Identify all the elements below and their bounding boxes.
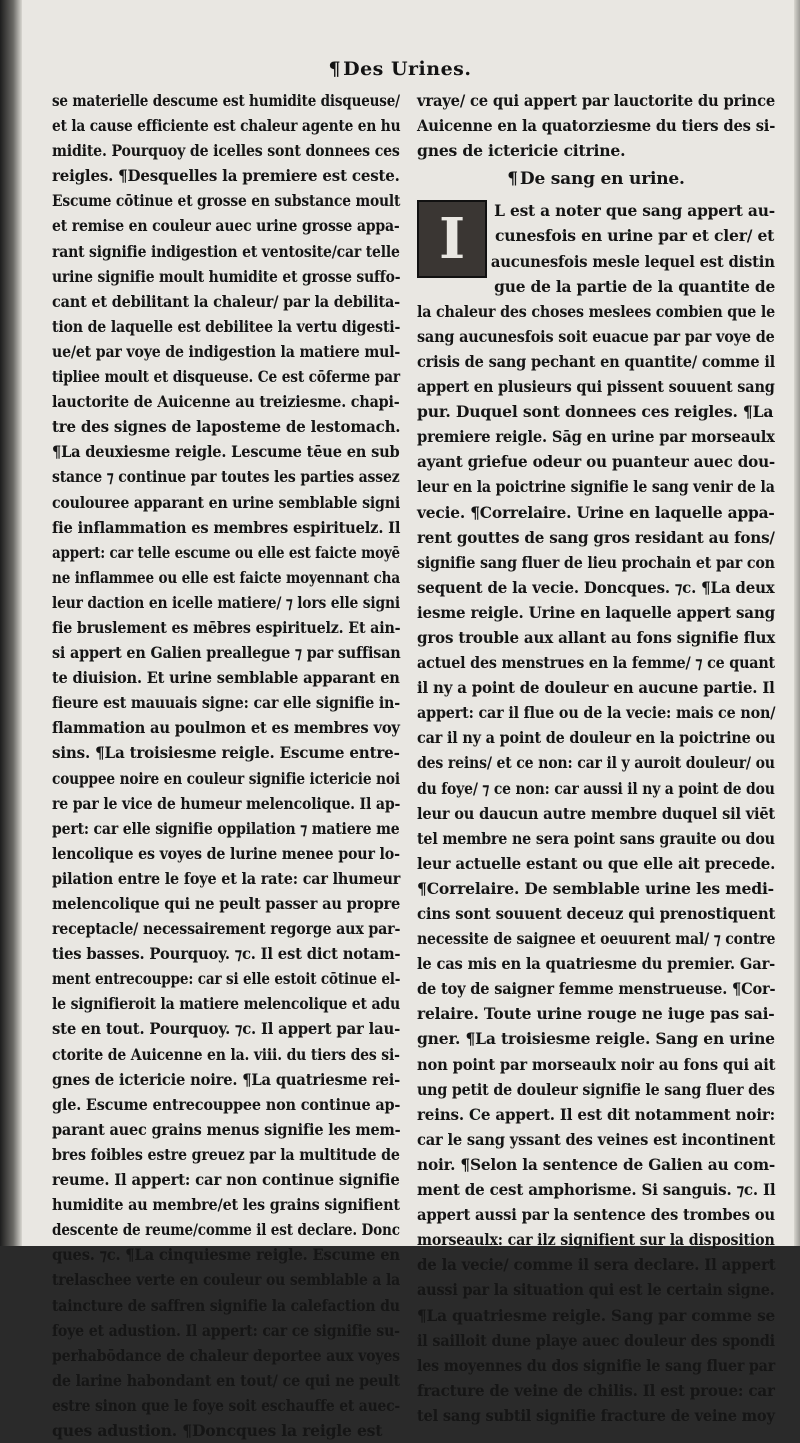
text-line: appert: car il flue ou de la vecie: mais ce non/: [417, 703, 776, 723]
text-line: re par le vice de humeur melencolique. Il ap-: [52, 793, 401, 813]
text-line: il ny a point de douleur en aucune partie. Il: [417, 678, 775, 698]
text-line: sequent de la vecie. Doncques. ⁊c. ¶La deux: [417, 577, 775, 597]
text-line: Escume cōtinue et grosse en substance moult: [52, 191, 401, 211]
text-line: receptacle/ necessairement regorge aux par-: [52, 919, 401, 939]
text-line: foye et adustion. Il appert: car ce signifie su-: [52, 1320, 400, 1340]
book-spine-shadow: [0, 0, 22, 1246]
text-line: non point par morseaulx noir au fons qui ait: [417, 1054, 776, 1074]
text-line: leur ou daucun autre membre duquel sil viēt: [417, 803, 775, 823]
text-line: gle. Escume entrecouppee non continue ap-: [52, 1094, 401, 1114]
text-line: crisis de sang pechant en quantite/ comme il: [417, 351, 776, 371]
text-line: ment de cest amphorisme. Si sanguis. ⁊c. Il: [417, 1180, 776, 1200]
text-line: cins sont souuent deceuz qui prenostiquent: [417, 904, 776, 923]
text-line: tel membre ne sera point sans grauite ou dou: [417, 828, 775, 848]
text-line: gnes de ictericie citrine.: [417, 141, 626, 161]
text-line: le cas mis en la quatriesme du premier. Gar-: [417, 954, 776, 974]
text-line: ¶La quatriesme reigle. Sang par comme se: [417, 1305, 776, 1325]
page-edge: [794, 0, 800, 1246]
text-line: de larine habondant en tout/ ce qui ne peult: [52, 1370, 400, 1390]
text-line: ctorite de Auicenne en la. viii. du tiers des si-: [52, 1044, 400, 1064]
text-line: sang aucunesfois soit euacue par par voye de: [417, 326, 775, 346]
pilcrow-icon: ¶: [328, 58, 342, 80]
text-line: si appert en Galien preallegue ⁊ par suffisan: [52, 643, 401, 663]
text-line: L est a noter que sang appert au-: [494, 201, 775, 221]
text-line: de toy de saigner femme menstrueuse. ¶Cor-: [417, 979, 776, 999]
text-line: ¶La deuxiesme reigle. Lescume tēue en sub: [52, 442, 400, 462]
text-line: stance ⁊ continue par toutes les parties assez: [52, 467, 400, 487]
text-line: fie inflammation es membres espirituelz. Il: [52, 517, 401, 537]
text-line: appert en plusieurs qui pissent souuent sang: [417, 377, 775, 397]
text-line: les moyennes du dos signifie le sang fluer par: [417, 1355, 776, 1375]
section-heading: [417, 167, 775, 192]
initial-block: [417, 198, 775, 298]
text-line: il sailloit dune playe auec douleur des spondi: [417, 1330, 775, 1350]
text-line: sins. ¶La troisiesme reigle. Escume entre-: [52, 743, 400, 763]
text-line: melencolique qui ne peult passer au propre: [52, 894, 401, 913]
text-line: leur daction en icelle matiere/ ⁊ lors elle signi: [52, 592, 400, 612]
text-line: rant signifie indigestion et ventosite/car telle: [52, 241, 400, 261]
text-line: ayant griefue odeur ou puanteur auec dou-: [417, 452, 776, 472]
text-line: ue/et par voye de indigestion la matiere mul-: [52, 341, 401, 361]
text-line: tion de laquelle est debilitee la vertu digesti-: [52, 316, 401, 336]
text-line: gros trouble aux allant au fons signifie flux: [417, 627, 776, 647]
text-line: fie bruslement es mēbres espirituelz. Et ain-: [52, 617, 401, 637]
text-line: cunesfois en urine par et cler/ et: [495, 226, 775, 246]
text-line: aucunesfois mesle lequel est distin: [490, 251, 775, 271]
right-column: [417, 88, 775, 1428]
text-line: gnes de ictericie noire. ¶La quatriesme rei-: [52, 1069, 401, 1089]
text-line: gner. ¶La troisiesme reigle. Sang en urine: [417, 1029, 775, 1049]
text-line: vraye/ ce qui appert par lauctorite du prince: [417, 91, 776, 110]
text-line: fieure est mauuais signe: car elle signifie in-: [52, 693, 400, 713]
text-line: rent gouttes de sang gros residant au fons/: [417, 527, 775, 547]
text-line: actuel des menstrues en la femme/ ⁊ ce quant: [417, 653, 775, 673]
decorated-initial: I: [417, 200, 487, 278]
text-line: ment entrecouppe: car si elle estoit cōtinue el-: [52, 969, 401, 989]
text-line: pur. Duquel sont donnees ces reigles. ¶La: [417, 402, 774, 422]
text-line: midite. Pourquoy de icelles sont donnees ces: [52, 141, 400, 161]
text-line: se materielle descume est humidite disqueuse/: [52, 91, 400, 110]
text-line: leur actuelle estant ou que elle ait precede.: [417, 853, 776, 873]
text-line: humidite au membre/et les grains signifient: [52, 1195, 400, 1215]
text-line: lencolique es voyes de lurine menee pour lo-: [52, 843, 400, 863]
text-line: des reins/ et ce non: car il y auroit douleur/ ou: [417, 753, 775, 773]
text-line: premiere reigle. Sāg en urine par morseaulx: [417, 427, 775, 447]
text-line: parant auec grains menus signifie les mem-: [52, 1119, 401, 1139]
text-line: tre des signes de laposteme de lestomach.: [52, 417, 401, 437]
text-line: taincture de saffren signifie la calefaction du: [52, 1295, 400, 1315]
text-line: appert aussi par la sentence des trombes ou: [417, 1205, 775, 1225]
text-line: gue de la partie de la quantite de: [494, 276, 776, 296]
right-column-body: [417, 299, 775, 1428]
text-line: et la cause efficiente est chaleur agente en hu: [52, 116, 401, 136]
text-line: tel sang subtil signifie fracture de veine moy: [417, 1405, 775, 1425]
text-line: cant et debilitant la chaleur/ par la debilita-: [52, 291, 401, 311]
text-line: descente de reume/comme il est declare. Donc: [52, 1220, 400, 1240]
text-line: ques. ⁊c. ¶La cinquiesme reigle. Escume en: [52, 1245, 400, 1265]
text-line: appert: car telle escume ou elle est faicte moyē: [52, 542, 400, 562]
left-column: [52, 88, 400, 1443]
text-line: estre sinon que le foye soit eschauffe et auec-: [52, 1395, 401, 1415]
text-line: ste en tout. Pourquoy. ⁊c. Il appert par lau-: [52, 1019, 401, 1039]
text-line: ties basses. Pourquoy. ⁊c. Il est dict notam-: [52, 944, 401, 964]
text-line: car il ny a point de douleur en la poictrine ou: [417, 728, 776, 748]
text-line: la chaleur des choses meslees combien que le: [417, 301, 776, 321]
text-line: ung petit de douleur signifie le sang fluer des: [417, 1079, 775, 1099]
running-head-text: Des Urines.: [343, 58, 472, 80]
text-line: relaire. Toute urine rouge ne iuge pas sai-: [417, 1004, 775, 1024]
text-line: flammation au poulmon et es membres voy: [52, 718, 400, 738]
text-line: reins. Ce appert. Il est dit notamment noir:: [417, 1104, 776, 1124]
pilcrow-icon: ¶: [507, 169, 518, 190]
text-line: ¶Correlaire. De semblable urine les medi-: [417, 878, 774, 898]
text-line: lauctorite de Auicenne au treiziesme. chapi-: [52, 392, 400, 412]
text-line: de la vecie/ comme il sera declare. Il appert: [417, 1255, 776, 1275]
text-line: perhabōdance de chaleur deportee aux voyes: [52, 1345, 400, 1365]
text-line: ques adustion. ¶Doncques la reigle est: [52, 1420, 383, 1440]
initial-lines: [417, 198, 775, 298]
text-line: pilation entre le foye et la rate: car lhumeur: [52, 868, 401, 888]
text-line: coulouree apparant en urine semblable signi: [52, 492, 401, 512]
right-column-top: [417, 88, 775, 163]
text-line: signifie sang fluer de lieu prochain et par con: [417, 552, 775, 572]
text-line: aussi par la situation qui est le certain signe.: [417, 1280, 775, 1300]
text-line: Auicenne en la quatorziesme du tiers des si-: [417, 116, 776, 136]
text-line: morseaulx: car ilz signifient sur la disposition: [417, 1230, 775, 1250]
text-line: ne inflammee ou elle est faicte moyennant cha: [52, 567, 400, 587]
text-line: urine signifie moult humidite et grosse suffo-: [52, 266, 401, 286]
text-line: vecie. ¶Correlaire. Urine en laquelle appa-: [417, 502, 775, 522]
text-line: necessite de saignee et oeuurent mal/ ⁊ contre: [417, 929, 776, 949]
text-line: te diuision. Et urine semblable apparant en: [52, 668, 400, 688]
text-line: fracture de veine de chilis. Il est proue: car: [417, 1380, 775, 1400]
text-line: tipliee moult et disqueuse. Ce est cōferme par: [52, 367, 400, 387]
text-line: du foye/ ⁊ ce non: car aussi il ny a point de dou: [417, 778, 775, 798]
text-line: reigles. ¶Desquelles la premiere est ceste.: [52, 166, 400, 186]
text-line: iesme reigle. Urine en laquelle appert sang: [417, 602, 776, 622]
text-line: le signifieroit la matiere melencolique et adu: [52, 994, 401, 1014]
text-line: bres foibles estre greuez par la multitude de: [52, 1144, 400, 1164]
text-line: car le sang yssant des veines est incontinent: [417, 1129, 776, 1149]
running-head: [0, 58, 800, 80]
text-line: trelaschee verte en couleur ou semblable a la: [52, 1270, 400, 1290]
text-line: noir. ¶Selon la sentence de Galien au com-: [417, 1154, 776, 1174]
text-line: pert: car elle signifie oppilation ⁊ matiere me: [52, 818, 400, 838]
text-line: et remise en couleur auec urine grosse appa-: [52, 216, 400, 236]
text-line: reume. Il appert: car non continue signifie: [52, 1170, 400, 1190]
text-line: leur en la poictrine signifie le sang venir de la: [417, 477, 775, 497]
text-line: couppee noire en couleur signifie ictericie noi: [52, 768, 400, 788]
section-heading-text: De sang en urine.: [519, 169, 685, 190]
